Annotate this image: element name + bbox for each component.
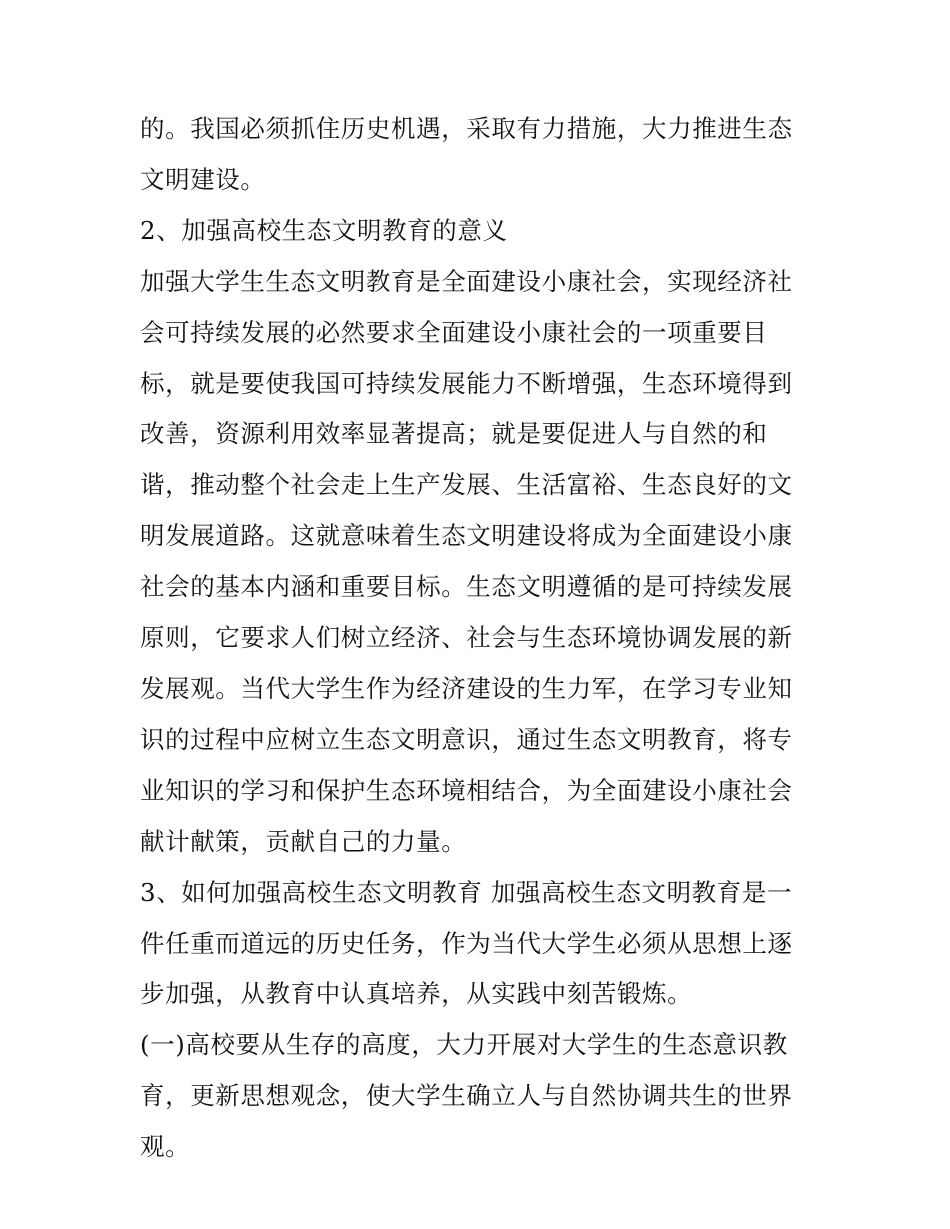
- paragraph-significance: 加强大学生生态文明教育是全面建设小康社会，实现经济社会可持续发展的必然要求全面建设小康社会的一项重要目标，就是要使我国可持续发展能力不断增强，生态环境得到改善，资源利用效率显著提高；就是要促进人与自然的和谐，推动整个社会走上生产发展、生活富裕、生态良好的文明发展道路。这就意味着生态文明建设将成为全面建设小康社会的基本内涵和重要目标。生态文明遵循的是可持续发展原则，它要求人们树立经济、社会与生态环境协调发展的新发展观。当代大学生作为经济建设的生力军，在学习专业知识的过程中应树立生态文明意识，通过生态文明教育，将专业知识的学习和保护生态环境相结合，为全面建设小康社会献计献策，贡献自己的力量。: [140, 266, 793, 856]
- document-body: [140, 104, 816, 1173]
- paragraph-continuation: 的。我国必须抓住历史机遇，采取有力措施，大力推进生态文明建设。: [140, 114, 793, 194]
- paragraph-subsection-1: (一)高校要从生存的高度，大力开展对大学生的生态意识教育，更新思想观念，使大学生确立人与自然协调共生的世界观。: [140, 1030, 793, 1162]
- section-heading-2: 2、加强高校生态文明教育的意义: [140, 215, 508, 245]
- section-heading-3-paragraph: 3、如何加强高校生态文明教育 加强高校生态文明教育是一件任重而道远的历史任务，作为当代大学生必须从思想上逐步加强，从教育中认真培养，从实践中刻苦锻炼。: [140, 877, 793, 1009]
